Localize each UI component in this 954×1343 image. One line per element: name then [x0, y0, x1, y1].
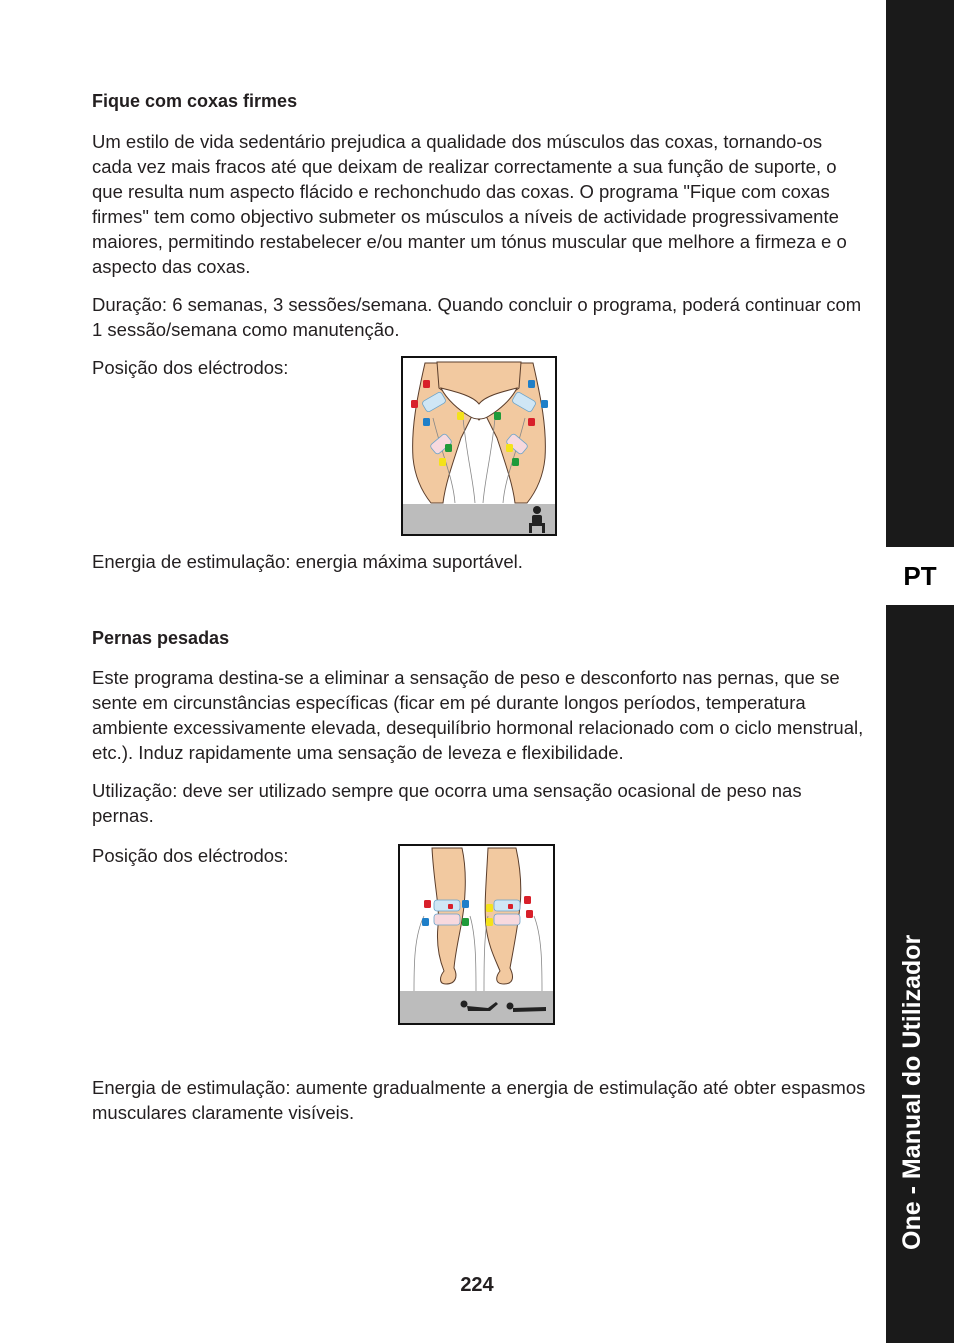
section-duration: Duração: 6 semanas, 3 sessões/semana. Quando concluir o programa, poderá continuar com 1 sessão/semana como manutenção.: [92, 294, 862, 340]
thighs-electrode-diagram: [401, 356, 557, 536]
section-title-heavy-legs: Pernas pesadas: [92, 628, 230, 648]
manual-title: One - Manual do Utilizador: [898, 934, 926, 1250]
stimulation-energy: Energia de estimulação: aumente gradualmente a energia de estimulação até obter espasmos musculares claramente visíveis.: [92, 1077, 866, 1123]
page-number: 224: [460, 1274, 494, 1296]
language-tab: PT: [886, 547, 954, 605]
lying-person-icon: [458, 998, 550, 1016]
stimulation-energy: Energia de estimulação: energia máxima suportável.: [92, 551, 523, 572]
section-description: Um estilo de vida sedentário prejudica a qualidade dos músculos das coxas, tornando-os cada vez mais fracos até que deixam de realizar correctamente a sua função de suporte, o que resulta num aspecto flácido e rechonchudo das coxas. O programa "Fique com coxas firmes" tem como objectivo submeter os músculos a níveis de actividade progressivamente maiores, permitindo restabelecer e/ou manter um tónus muscular que melhore a firmeza e o aspecto das coxas.: [92, 131, 847, 277]
figure-footer-strip: [403, 504, 555, 534]
electrode-position-label: Posição dos eléctrodos:: [92, 845, 289, 866]
lower-legs-electrode-diagram: [398, 844, 555, 1025]
section-title-firm-thighs: Fique com coxas firmes: [92, 91, 298, 111]
section-description: Este programa destina-se a eliminar a sensação de peso e desconforto nas pernas, que se sente em circunstâncias específicas (ficar em pé durante longos períodos, temperatura ambiente excessivamente elevada, desequilíbrio hormonal relacionado com o ciclo menstrual, etc.). Induz rapidamente uma sensação de leveza e flexibilidade.: [92, 667, 864, 763]
seated-person-icon: [525, 505, 549, 533]
figure-footer-strip: [400, 991, 553, 1023]
section-usage: Utilização: deve ser utilizado sempre que ocorra uma sensação ocasional de peso nas pernas.: [92, 780, 802, 826]
electrode-position-label: Posição dos eléctrodos:: [92, 357, 289, 378]
